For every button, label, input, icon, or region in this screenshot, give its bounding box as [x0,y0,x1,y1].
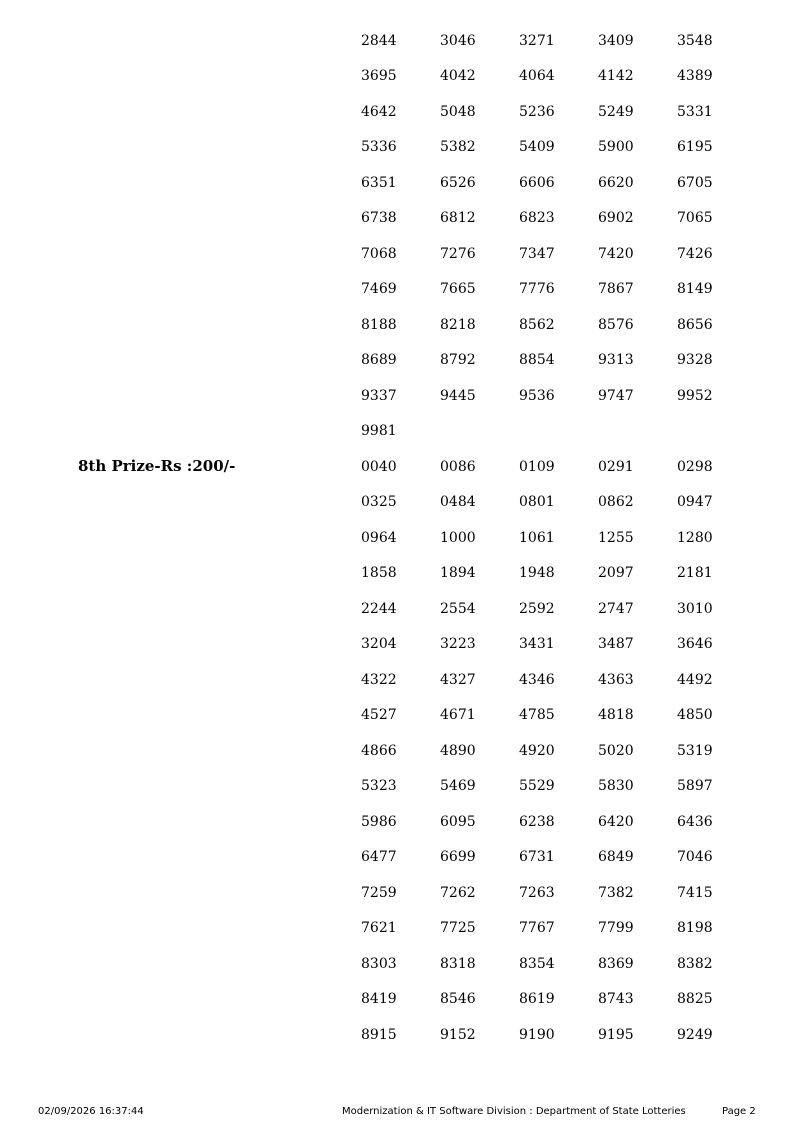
ticket-number: 6849 [598,849,634,866]
ticket-number: 0109 [519,458,555,475]
ticket-number: 5897 [677,778,713,795]
ticket-number: 2747 [598,600,634,617]
ticket-number: 6823 [519,210,555,227]
ticket-number: 5986 [361,813,397,830]
number-row [361,946,756,982]
ticket-number: 7068 [361,245,397,262]
ticket-number: 7767 [519,920,555,937]
ticket-number: 0862 [598,494,634,511]
ticket-number: 1948 [519,565,555,582]
ticket-number: 8743 [598,991,634,1008]
ticket-number: 5331 [677,103,713,120]
ticket-number: 7263 [519,884,555,901]
footer-division: Modernization & IT Software Division : Department of State Lotteries [342,1106,686,1117]
ticket-number: 7347 [519,245,555,262]
ticket-number: 6620 [598,174,634,191]
ticket-number: 6436 [677,813,713,830]
ticket-number: 1858 [361,565,397,582]
ticket-number: 0484 [440,494,476,511]
ticket-number: 8218 [440,316,476,333]
number-row [361,733,756,769]
ticket-number: 3646 [677,636,713,653]
ticket-number: 3409 [598,32,634,49]
ticket-number: 8825 [677,991,713,1008]
ticket-number: 8369 [598,955,634,972]
number-row [361,520,756,556]
number-row [361,1017,756,1053]
footer-page-number: Page 2 [722,1106,756,1117]
number-row [361,591,756,627]
ticket-number: 5319 [677,742,713,759]
ticket-number: 7259 [361,884,397,901]
ticket-number: 0298 [677,458,713,475]
ticket-number: 4142 [598,68,634,85]
ticket-number: 9445 [440,387,476,404]
ticket-number: 6606 [519,174,555,191]
ticket-number: 3223 [440,636,476,653]
ticket-number: 9952 [677,387,713,404]
ticket-number: 7469 [361,281,397,298]
ticket-number: 0040 [361,458,397,475]
ticket-number: 3010 [677,600,713,617]
ticket-number: 8854 [519,352,555,369]
eighth-prize-number-grid [361,449,756,1053]
ticket-number: 4785 [519,707,555,724]
ticket-number: 5048 [440,103,476,120]
ticket-number: 3431 [519,636,555,653]
number-row [361,59,756,95]
number-row [361,662,756,698]
ticket-number: 0325 [361,494,397,511]
ticket-number: 1255 [598,529,634,546]
ticket-number: 4492 [677,671,713,688]
ticket-number: 7799 [598,920,634,937]
ticket-number: 8915 [361,1026,397,1043]
ticket-number: 6705 [677,174,713,191]
ticket-number: 9190 [519,1026,555,1043]
ticket-number: 6420 [598,813,634,830]
number-row [361,556,756,592]
ticket-number: 3271 [519,32,555,49]
ticket-number: 8318 [440,955,476,972]
number-row [361,875,756,911]
number-row [361,94,756,130]
number-row [361,378,756,414]
number-row [361,414,756,450]
ticket-number: 6699 [440,849,476,866]
ticket-number: 6195 [677,139,713,156]
ticket-number: 9195 [598,1026,634,1043]
ticket-number: 7046 [677,849,713,866]
ticket-number: 9337 [361,387,397,404]
eighth-prize-label: 8th Prize-Rs :200/- [78,457,236,475]
ticket-number: 2097 [598,565,634,582]
ticket-number: 5323 [361,778,397,795]
number-row [361,698,756,734]
ticket-number: 7276 [440,245,476,262]
ticket-number: 8689 [361,352,397,369]
ticket-number: 9536 [519,387,555,404]
number-row [361,23,756,59]
ticket-number: 7262 [440,884,476,901]
ticket-number: 7621 [361,920,397,937]
ticket-number: 4064 [519,68,555,85]
ticket-number: 1280 [677,529,713,546]
ticket-number: 9981 [361,423,397,440]
ticket-number: 8546 [440,991,476,1008]
ticket-number: 5236 [519,103,555,120]
ticket-number: 8656 [677,316,713,333]
ticket-number: 0947 [677,494,713,511]
number-row [361,272,756,308]
ticket-number: 6738 [361,210,397,227]
ticket-number: 8188 [361,316,397,333]
number-row [361,911,756,947]
ticket-number: 8303 [361,955,397,972]
ticket-number: 4818 [598,707,634,724]
ticket-number: 7867 [598,281,634,298]
ticket-number: 6477 [361,849,397,866]
ticket-number: 7776 [519,281,555,298]
ticket-number: 0291 [598,458,634,475]
ticket-number: 7382 [598,884,634,901]
ticket-number: 9747 [598,387,634,404]
ticket-number: 7426 [677,245,713,262]
ticket-number: 4327 [440,671,476,688]
ticket-number: 5336 [361,139,397,156]
ticket-number: 8619 [519,991,555,1008]
ticket-number: 2554 [440,600,476,617]
ticket-number: 7415 [677,884,713,901]
ticket-number: 7665 [440,281,476,298]
ticket-number: 5020 [598,742,634,759]
ticket-number: 5529 [519,778,555,795]
ticket-number: 4920 [519,742,555,759]
ticket-number: 2244 [361,600,397,617]
ticket-number: 3204 [361,636,397,653]
ticket-number: 5469 [440,778,476,795]
ticket-number: 6351 [361,174,397,191]
number-row [361,449,756,485]
ticket-number: 9249 [677,1026,713,1043]
ticket-number: 4389 [677,68,713,85]
ticket-number: 9328 [677,352,713,369]
continued-number-grid [361,23,756,449]
ticket-number: 6812 [440,210,476,227]
number-row [361,236,756,272]
number-row [361,627,756,663]
ticket-number: 7725 [440,920,476,937]
ticket-number: 1061 [519,529,555,546]
ticket-number: 6731 [519,849,555,866]
number-row [361,307,756,343]
ticket-number: 3695 [361,68,397,85]
ticket-number: 7420 [598,245,634,262]
ticket-number: 1000 [440,529,476,546]
ticket-number: 5830 [598,778,634,795]
ticket-number: 8792 [440,352,476,369]
ticket-number: 5382 [440,139,476,156]
ticket-number: 2844 [361,32,397,49]
ticket-number: 6238 [519,813,555,830]
ticket-number: 4346 [519,671,555,688]
number-row [361,804,756,840]
ticket-number: 8576 [598,316,634,333]
ticket-number: 8198 [677,920,713,937]
number-row [361,201,756,237]
number-row [361,343,756,379]
ticket-number: 4527 [361,707,397,724]
ticket-number: 5409 [519,139,555,156]
ticket-number: 9152 [440,1026,476,1043]
number-row [361,130,756,166]
ticket-number: 2181 [677,565,713,582]
ticket-number: 0964 [361,529,397,546]
ticket-number: 9313 [598,352,634,369]
number-row [361,485,756,521]
number-row [361,165,756,201]
ticket-number: 0086 [440,458,476,475]
number-row [361,769,756,805]
ticket-number: 1894 [440,565,476,582]
ticket-number: 4890 [440,742,476,759]
ticket-number: 4363 [598,671,634,688]
ticket-number: 7065 [677,210,713,227]
ticket-number: 3046 [440,32,476,49]
ticket-number: 8149 [677,281,713,298]
ticket-number: 8562 [519,316,555,333]
ticket-number: 4866 [361,742,397,759]
ticket-number: 8382 [677,955,713,972]
footer-timestamp: 02/09/2026 16:37:44 [38,1106,144,1117]
ticket-number: 2592 [519,600,555,617]
ticket-number: 8419 [361,991,397,1008]
ticket-number: 0801 [519,494,555,511]
ticket-number: 6526 [440,174,476,191]
ticket-number: 4671 [440,707,476,724]
ticket-number: 5249 [598,103,634,120]
ticket-number: 8354 [519,955,555,972]
ticket-number: 4850 [677,707,713,724]
number-row [361,982,756,1018]
ticket-number: 4322 [361,671,397,688]
ticket-number: 4042 [440,68,476,85]
ticket-number: 4642 [361,103,397,120]
ticket-number: 6095 [440,813,476,830]
ticket-number: 6902 [598,210,634,227]
ticket-number: 3548 [677,32,713,49]
ticket-number: 3487 [598,636,634,653]
number-row [361,840,756,876]
ticket-number: 5900 [598,139,634,156]
